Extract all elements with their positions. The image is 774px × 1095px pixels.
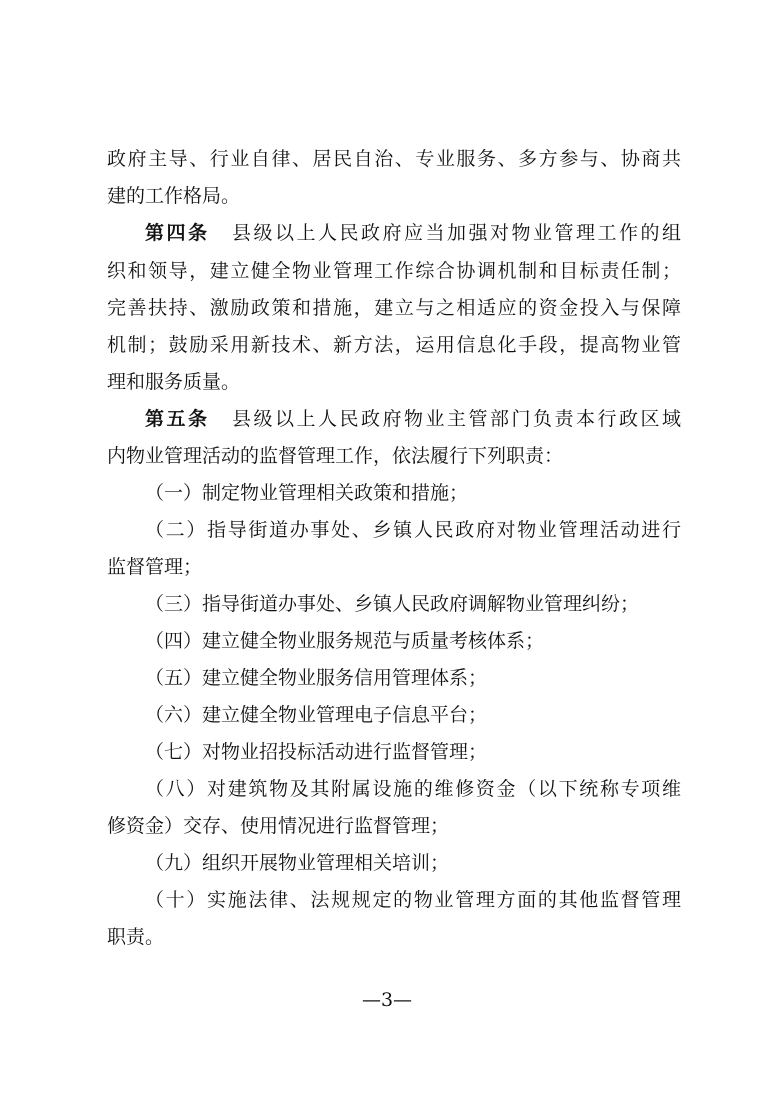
list-item: （六）建立健全物业管理电子信息平台； <box>145 704 488 726</box>
list-item: （五）建立健全物业服务信用管理体系； <box>145 667 488 689</box>
list-item: （一）制定物业管理相关政策和措施； <box>145 482 469 504</box>
page-number: —3— <box>361 989 413 1011</box>
list-item: （八）对建筑物及其附属设施的维修资金（以下统称专项维 <box>145 778 681 800</box>
list-item: （三）指导街道办事处、乡镇人民政府调解物业管理纠纷； <box>145 593 640 615</box>
text-line: 修资金）交存、使用情况进行监督管理； <box>107 815 450 837</box>
list-item: （九）组织开展物业管理相关培训； <box>145 852 450 874</box>
list-item: （七）对物业招投标活动进行监督管理； <box>145 741 488 763</box>
list-item: （四）建立健全物业服务规范与质量考核体系； <box>145 630 545 652</box>
text-line: 理和服务质量。 <box>107 371 241 393</box>
text-line: 织和领导，建立健全物业管理工作综合协调机制和目标责任制； <box>107 260 681 282</box>
text-line: 建的工作格局。 <box>107 185 241 207</box>
text-line: 职责。 <box>107 926 165 948</box>
article-4-heading: 第四条 <box>145 222 210 244</box>
text-line: 政府主导、行业自律、居民自治、专业服务、多方参与、协商共 <box>107 148 681 170</box>
text-line: 完善扶持、激励政策和措施，建立与之相适应的资金投入与保障 <box>107 297 681 319</box>
text-line: 机制；鼓励采用新技术、新方法，运用信息化手段，提高物业管 <box>107 334 681 356</box>
article-4-first-line <box>145 221 681 245</box>
article-4-text: 县级以上人民政府应当加强对物业管理工作的组 <box>229 222 681 244</box>
article-5-first-line <box>145 407 681 431</box>
article-5-heading: 第五条 <box>145 408 210 430</box>
list-item: （十）实施法律、法规规定的物业管理方面的其他监督管理 <box>145 889 681 911</box>
list-item: （二）指导街道办事处、乡镇人民政府对物业管理活动进行 <box>145 519 681 541</box>
article-5-text: 县级以上人民政府物业主管部门负责本行政区域 <box>229 408 681 430</box>
text-line: 内物业管理活动的监督管理工作，依法履行下列职责： <box>107 445 564 467</box>
text-line: 监督管理； <box>107 556 203 578</box>
